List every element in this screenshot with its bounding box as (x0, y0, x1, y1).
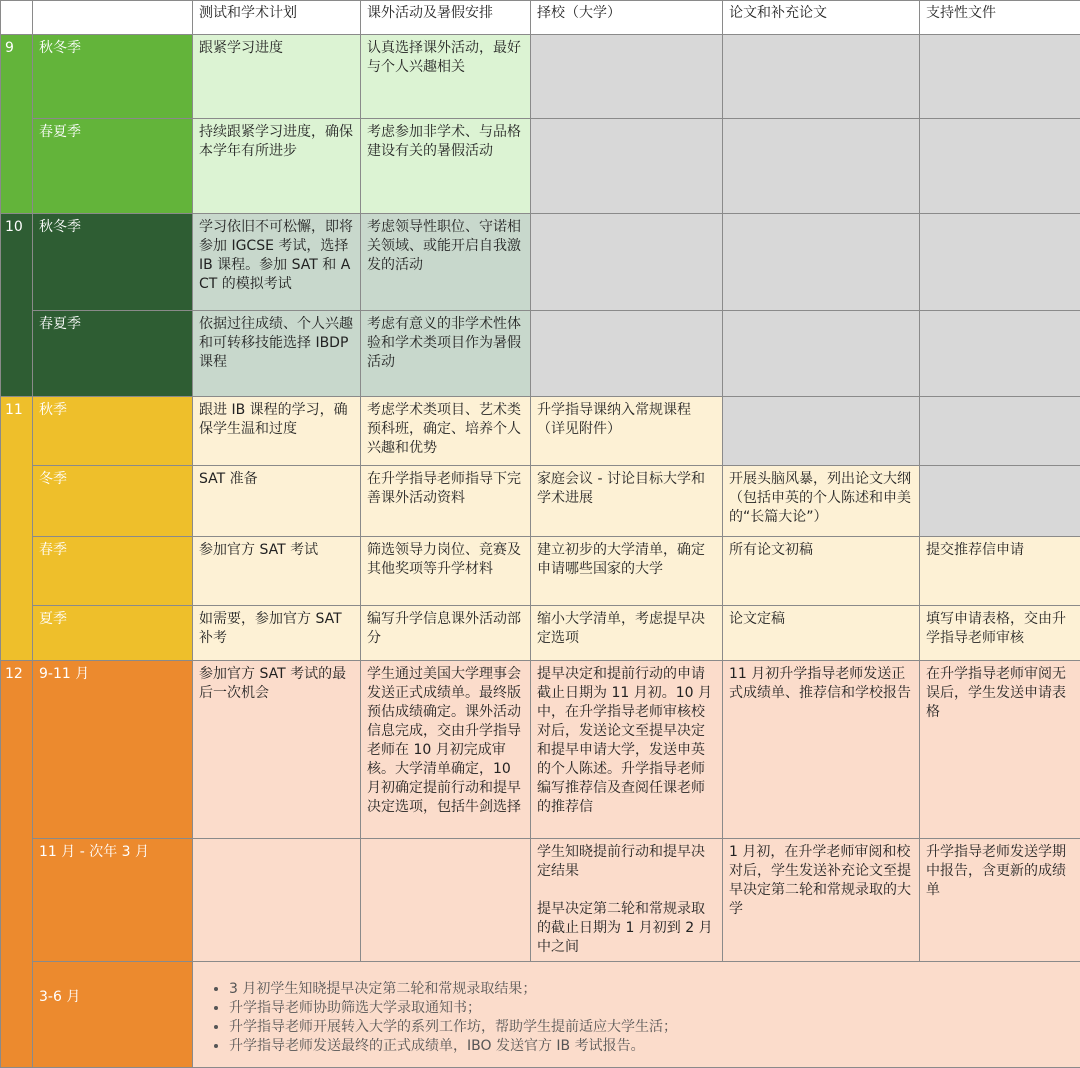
header-essays: 论文和补充论文 (723, 1, 920, 35)
activities-cell: 认真选择课外活动，最好与个人兴趣相关 (361, 35, 531, 119)
header-grade (1, 1, 33, 35)
header-academic: 测试和学术计划 (193, 1, 361, 35)
documents-cell (920, 466, 1080, 537)
documents-cell (920, 119, 1080, 214)
essays-cell (723, 119, 920, 214)
university-cell: 升学指导课纳入常规课程（详见附件） (531, 397, 723, 466)
table-row (1, 661, 1080, 839)
essays-cell: 论文定稿 (723, 606, 920, 661)
term-label: 冬季 (33, 466, 193, 537)
list-item: • 3 月初学生知晓提早决定第二轮和常规录取结果； (229, 980, 1074, 999)
documents-cell (920, 35, 1080, 119)
table-row (1, 311, 1080, 397)
academic-cell: SAT 准备 (193, 466, 361, 537)
academic-cell: 依据过往成绩、个人兴趣和可转移技能选择 IBDP 课程 (193, 311, 361, 397)
table-row (1, 537, 1080, 606)
academic-cell: 如需要，参加官方 SAT 补考 (193, 606, 361, 661)
term-label: 春夏季 (33, 119, 193, 214)
term-label: 春季 (33, 537, 193, 606)
university-cell (531, 839, 723, 962)
university-cell (531, 35, 723, 119)
university-cell (531, 311, 723, 397)
academic-cell: 跟进 IB 课程的学习，确保学生温和过度 (193, 397, 361, 466)
table-row (1, 606, 1080, 661)
documents-cell: 升学指导老师发送学期中报告，含更新的成绩单 (920, 839, 1080, 962)
activities-cell: 考虑领导性职位、守诺相关领域、或能开启自我激发的活动 (361, 214, 531, 311)
table-row (1, 962, 1080, 1068)
term-label: 秋冬季 (33, 35, 193, 119)
final-notes-list (199, 966, 1074, 1056)
table-row (1, 214, 1080, 311)
university-cell: 缩小大学清单，考虑提早决定选项 (531, 606, 723, 661)
academic-cell: 持续跟紧学习进度，确保本学年有所进步 (193, 119, 361, 214)
documents-cell (920, 311, 1080, 397)
essays-cell: 1 月初，在升学老师审阅和校对后，学生发送补充论文至提早决定第二轮和常规录取的大学 (723, 839, 920, 962)
list-item: • 升学指导老师发送最终的正式成绩单，IBO 发送官方 IB 考试报告。 (229, 1037, 1074, 1056)
documents-cell: 在升学指导老师审阅无误后，学生发送申请表格 (920, 661, 1080, 839)
essays-cell (723, 311, 920, 397)
essays-cell: 开展头脑风暴，列出论文大纲（包括申英的个人陈述和申美的“长篇大论”） (723, 466, 920, 537)
final-notes-cell (193, 962, 1080, 1068)
term-label: 9-11 月 (33, 661, 193, 839)
university-deadline-text: 提早决定第二轮和常规录取的截止日期为 1 月初到 2 月中之间 (537, 900, 716, 957)
documents-cell: 填写申请表格，交由升学指导老师审核 (920, 606, 1080, 661)
header-row (1, 1, 1080, 35)
header-documents: 支持性文件 (920, 1, 1080, 35)
table-row (1, 35, 1080, 119)
header-term (33, 1, 193, 35)
activities-cell: 在升学指导老师指导下完善课外活动资料 (361, 466, 531, 537)
term-label: 3-6 月 (33, 962, 193, 1068)
grade-label: 11 (1, 397, 33, 661)
activities-cell: 考虑学术类项目、艺术类预科班，确定、培养个人兴趣和优势 (361, 397, 531, 466)
documents-cell: 提交推荐信申请 (920, 537, 1080, 606)
essays-cell (723, 35, 920, 119)
list-item: • 升学指导老师协助筛选大学录取通知书； (229, 999, 1074, 1018)
academic-cell: 参加官方 SAT 考试的最后一次机会 (193, 661, 361, 839)
essays-cell: 11 月初升学指导老师发送正式成绩单、推荐信和学校报告 (723, 661, 920, 839)
term-label: 春夏季 (33, 311, 193, 397)
header-activities: 课外活动及暑假安排 (361, 1, 531, 35)
activities-cell: 考虑有意义的非学术性体验和学术类项目作为暑假活动 (361, 311, 531, 397)
academic-cell: 参加官方 SAT 考试 (193, 537, 361, 606)
academic-cell: 跟紧学习进度 (193, 35, 361, 119)
documents-cell (920, 214, 1080, 311)
essays-cell (723, 214, 920, 311)
university-cell: 建立初步的大学清单，确定申请哪些国家的大学 (531, 537, 723, 606)
university-cell (531, 119, 723, 214)
essays-cell (723, 397, 920, 466)
table-row (1, 466, 1080, 537)
term-label: 11 月 - 次年 3 月 (33, 839, 193, 962)
university-cell: 家庭会议 - 讨论目标大学和学术进展 (531, 466, 723, 537)
activities-cell: 编写升学信息课外活动部分 (361, 606, 531, 661)
activities-cell: 学生通过美国大学理事会发送正式成绩单。最终版预估成绩确定。课外活动信息完成，交由升学指导老师在 10 月初完成审核。大学清单确定，10 月初确定提前行动和提早决定选项，包括牛剑选择 (361, 661, 531, 839)
grade-label: 12 (1, 661, 33, 1068)
documents-cell (920, 397, 1080, 466)
activities-cell: 考虑参加非学术、与品格建设有关的暑假活动 (361, 119, 531, 214)
grade-label: 9 (1, 35, 33, 214)
list-item: • 升学指导老师开展转入大学的系列工作坊，帮助学生提前适应大学生活； (229, 1018, 1074, 1037)
academic-cell: 学习依旧不可松懈，即将参加 IGCSE 考试，选择 IB 课程。参加 SAT 和 ACT 的模拟考试 (193, 214, 361, 311)
grade-label: 10 (1, 214, 33, 397)
activities-cell: 筛选领导力岗位、竞赛及其他奖项等升学材料 (361, 537, 531, 606)
term-label: 秋冬季 (33, 214, 193, 311)
university-result-text: 学生知晓提前行动和提早决定结果 (537, 843, 716, 881)
university-cell (531, 214, 723, 311)
table-row (1, 839, 1080, 962)
table-row (1, 119, 1080, 214)
header-university: 择校（大学） (531, 1, 723, 35)
table-row (1, 397, 1080, 466)
academic-cell (193, 839, 361, 962)
term-label: 秋季 (33, 397, 193, 466)
term-label: 夏季 (33, 606, 193, 661)
essays-cell: 所有论文初稿 (723, 537, 920, 606)
activities-cell (361, 839, 531, 962)
university-cell: 提早决定和提前行动的申请截止日期为 11 月初。10 月中，在升学指导老师审核校对后，发送论文至提早决定和提早申请大学，发送申英的个人陈述。升学指导老师编写推荐信及查阅任课老师的推荐信 (531, 661, 723, 839)
